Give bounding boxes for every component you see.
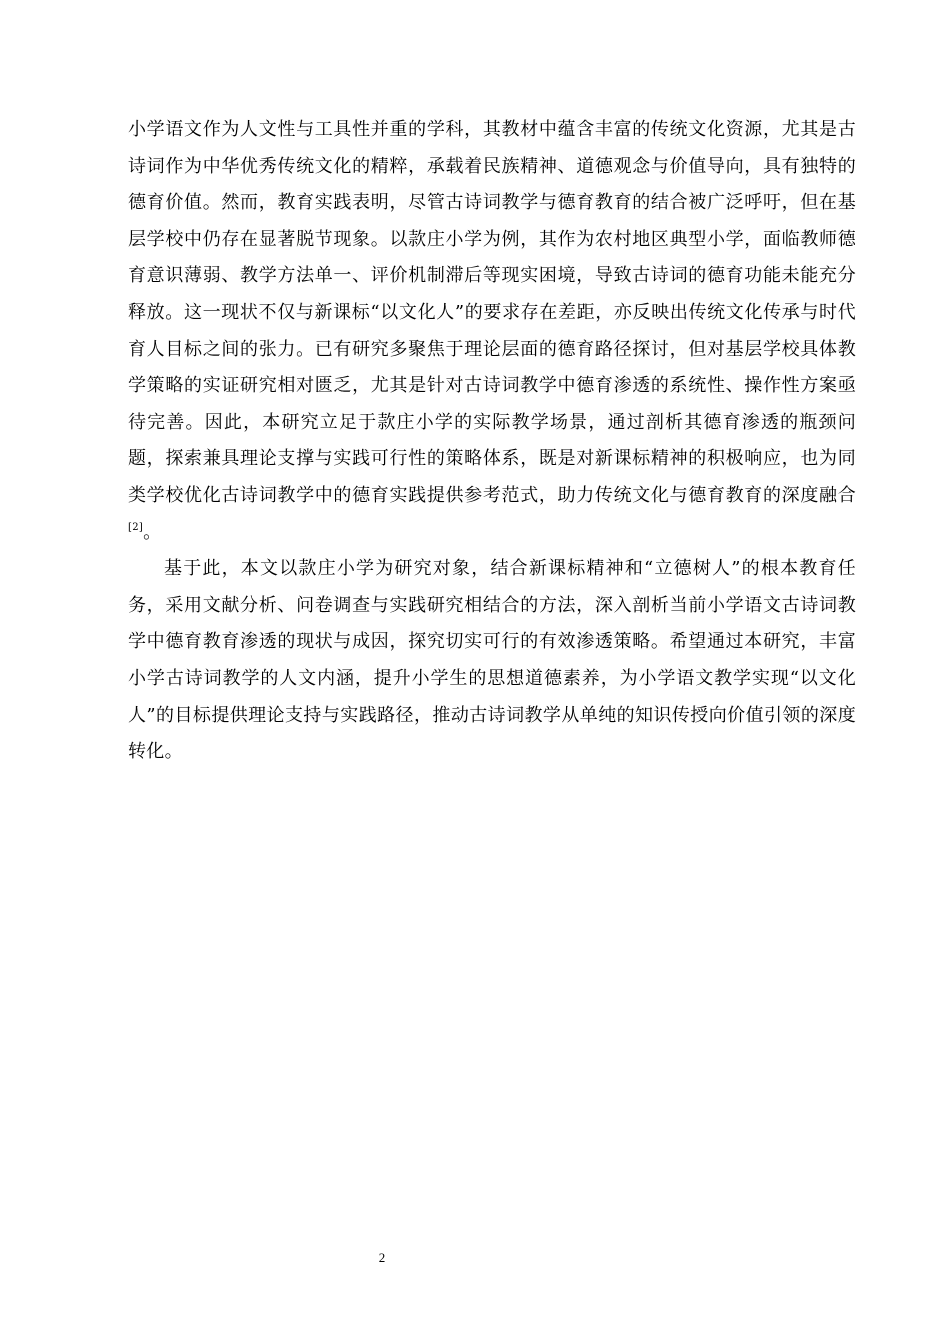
paragraph-1-ending: 。	[143, 521, 162, 543]
paragraph-1-text: 小学语文作为人文性与工具性并重的学科，其教材中蕴含丰富的传统文化资源，尤其是古诗词作为中华优秀传统文化的精粹，承载着民族精神、道德观念与价值导向，具有独特的德育价值。然而，教育实践表明，尽管古诗词教学与德育教育的结合被广泛呼吁，但在基层学校中仍存在显著脱节现象。以款庄小学为例，其作为农村地区典型小学，面临教师德育意识薄弱、教学方法单一、评价机制滞后等现实困境，导致古诗词的德育功能未能充分释放。这一现状不仅与新课标“以文化人”的要求存在差距，亦反映出传统文化传承与时代育人目标之间的张力。已有研究多聚焦于理论层面的德育路径探讨，但对基层学校具体教学策略的实证研究相对匮乏，尤其是针对古诗词教学中德育渗透的系统性、操作性方案亟待完善。因此，本研究立足于款庄小学的实际教学场景，通过剖析其德育渗透的瓶颈问题，探索兼具理论支撑与实践可行性的策略体系，既是对新课标精神的积极响应，也为同类学校优化古诗词教学中的德育实践提供参考范式，助力传统文化与德育教育的深度融合	[128, 119, 856, 506]
page-number: 2	[378, 1250, 386, 1265]
body-text	[128, 112, 856, 771]
citation-reference: [2]	[128, 521, 144, 533]
paragraph-1	[128, 112, 856, 551]
paragraph-2: 基于此，本文以款庄小学为研究对象，结合新课标精神和“立德树人”的根本教育任务，采用文献分析、问卷调查与实践研究相结合的方法，深入剖析当前小学语文古诗词教学中德育教育渗透的现状与成因，探究切实可行的有效渗透策略。希望通过本研究，丰富小学古诗词教学的人文内涵，提升小学生的思想道德素养，为小学语文教学实现“以文化人”的目标提供理论支持与实践路径，推动古诗词教学从单纯的知识传授向价值引领的深度转化。	[128, 558, 856, 763]
